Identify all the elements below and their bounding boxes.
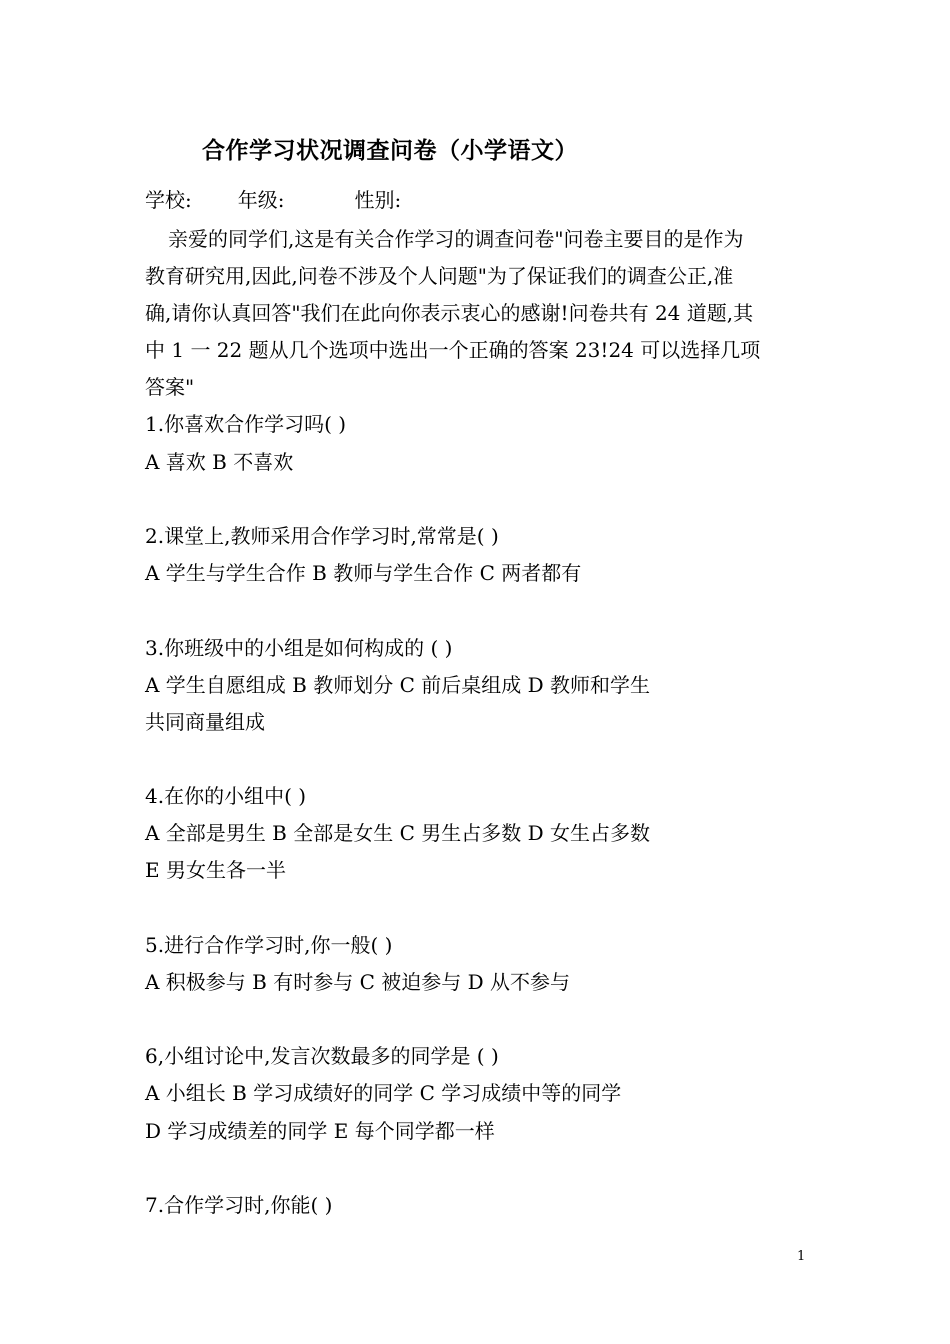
intro-line: 中 1 一 22 题从几个选项中选出一个正确的答案 23!24 可以选择几项 <box>145 338 761 362</box>
question-options: A 全部是男生 B 全部是女生 C 男生占多数 D 女生占多数 <box>145 821 650 845</box>
question-options: D 学习成绩差的同学 E 每个同学都一样 <box>145 1119 495 1143</box>
question-options: A 积极参与 B 有时参与 C 被迫参与 D 从不参与 <box>145 970 570 994</box>
intro-line: 确,请你认真回答"我们在此向你表示衷心的感谢!问卷共有 24 道题,其 <box>145 301 754 325</box>
question-stem: 2.课堂上,教师采用合作学习时,常常是( ) <box>145 524 499 548</box>
page-number: 1 <box>797 1249 806 1264</box>
meta-line <box>145 188 401 212</box>
question-stem: 4.在你的小组中( ) <box>145 784 307 808</box>
school-label: 学校: <box>145 188 192 212</box>
question-options: A 喜欢 B 不喜欢 <box>145 450 294 474</box>
question-options: 共同商量组成 <box>145 710 265 734</box>
intro-line: 亲爱的同学们,这是有关合作学习的调查问卷"问卷主要目的是作为 <box>168 227 744 251</box>
question-stem: 6,小组讨论中,发言次数最多的同学是 ( ) <box>145 1044 499 1068</box>
document-title: 合作学习状况调查问卷（小学语文） <box>202 137 578 164</box>
question-options: E 男女生各一半 <box>145 858 286 882</box>
question-stem: 1.你喜欢合作学习吗( ) <box>145 412 347 436</box>
intro-line: 答案" <box>145 375 195 399</box>
intro-line: 教育研究用,因此,问卷不涉及个人问题"为了保证我们的调查公正,准 <box>145 264 734 288</box>
grade-label: 年级: <box>237 188 285 212</box>
question-options: A 学生自愿组成 B 教师划分 C 前后桌组成 D 教师和学生 <box>145 673 650 697</box>
question-stem: 3.你班级中的小组是如何构成的 ( ) <box>145 636 453 660</box>
gender-label: 性别: <box>354 188 402 212</box>
question-options: A 小组长 B 学习成绩好的同学 C 学习成绩中等的同学 <box>145 1081 622 1105</box>
question-options: A 学生与学生合作 B 教师与学生合作 C 两者都有 <box>145 561 582 585</box>
question-stem: 7.合作学习时,你能( ) <box>145 1193 333 1217</box>
question-stem: 5.进行合作学习时,你一般( ) <box>145 933 393 957</box>
